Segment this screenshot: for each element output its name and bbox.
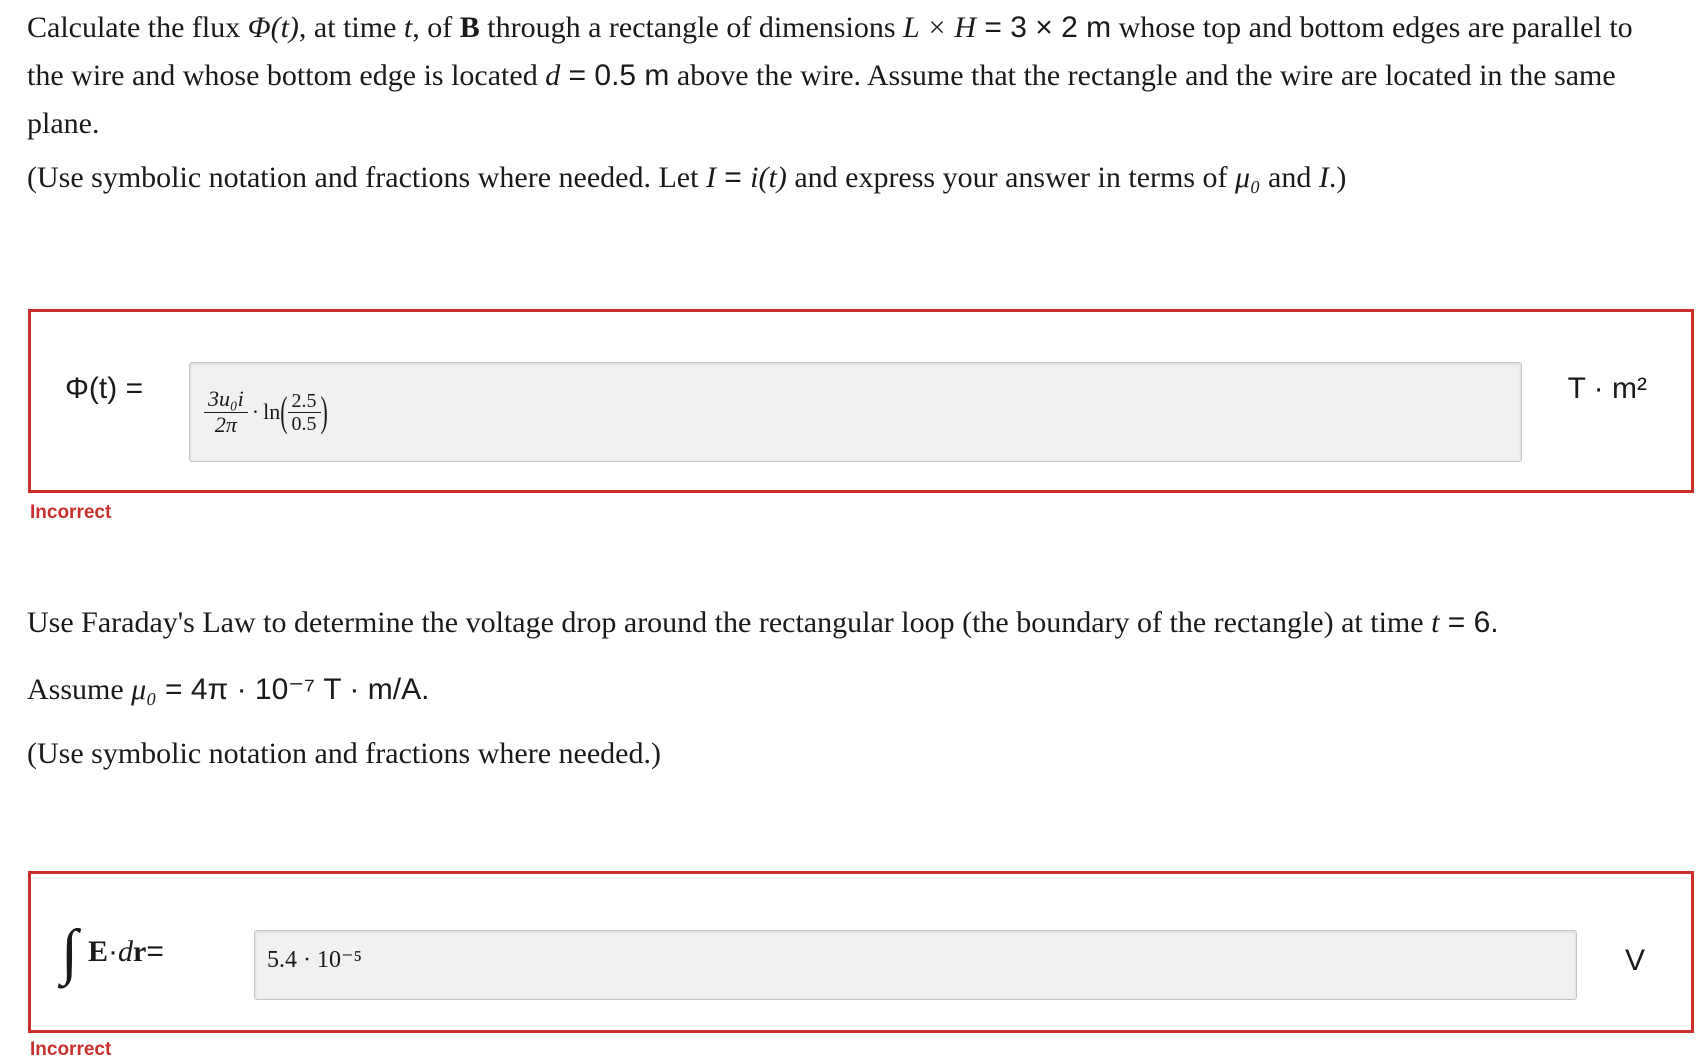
integral-sign: ∫ <box>61 918 78 986</box>
status-flux-incorrect: Incorrect <box>30 502 112 523</box>
answer-box-flux <box>28 309 1694 493</box>
answer-label-flux: Φ(t) = <box>65 372 144 405</box>
assume-mu0: Assume μ₀ = 4π · 10⁻⁷ T · m/A. <box>27 673 430 706</box>
voltage-answer-value: 5.4 · 10⁻⁵ <box>267 947 363 973</box>
flux-answer-expression: $\frac{\text{3u₀i}}{2\pi}$ · ln ( $\frac{2.5}{0.5}$ ) <box>204 373 328 451</box>
flux-fraction: $\frac{\text{3u₀i}}{2\pi}$ <box>204 387 248 436</box>
status-voltage-incorrect: Incorrect <box>30 1039 112 1060</box>
answer-label-voltage: ∫ E · d r = <box>61 918 164 986</box>
unit-voltage: V <box>1624 944 1645 977</box>
ln-fraction: $\frac{2.5}{0.5}$ <box>288 390 321 435</box>
question-part2: Use Faraday's Law to determine the voltage drop around the rectangular loop (the boundary of the rectangle) at time t = 6. <box>27 606 1499 639</box>
instruction-part2: (Use symbolic notation and fractions where needed.) <box>27 737 661 770</box>
flux-answer-input[interactable] <box>189 362 1522 462</box>
voltage-answer-input[interactable] <box>254 930 1577 1000</box>
instruction-part1: (Use symbolic notation and fractions where needed. Let I = i(t) and express your answer in terms of μ₀ and I.) <box>27 161 1347 194</box>
question-part1: Calculate the flux Φ(t), at time t, of B through a rectangle of dimensions L × H = 3 × 2 m whose top and bottom edges are parallel to the wire and whose bottom edge is located d = 0.5 m above the wire. Assume that the rectangle and the wire are located in the same plane. <box>27 11 1633 140</box>
answer-box-voltage <box>28 871 1694 1033</box>
unit-flux: T · m² <box>1567 372 1647 405</box>
